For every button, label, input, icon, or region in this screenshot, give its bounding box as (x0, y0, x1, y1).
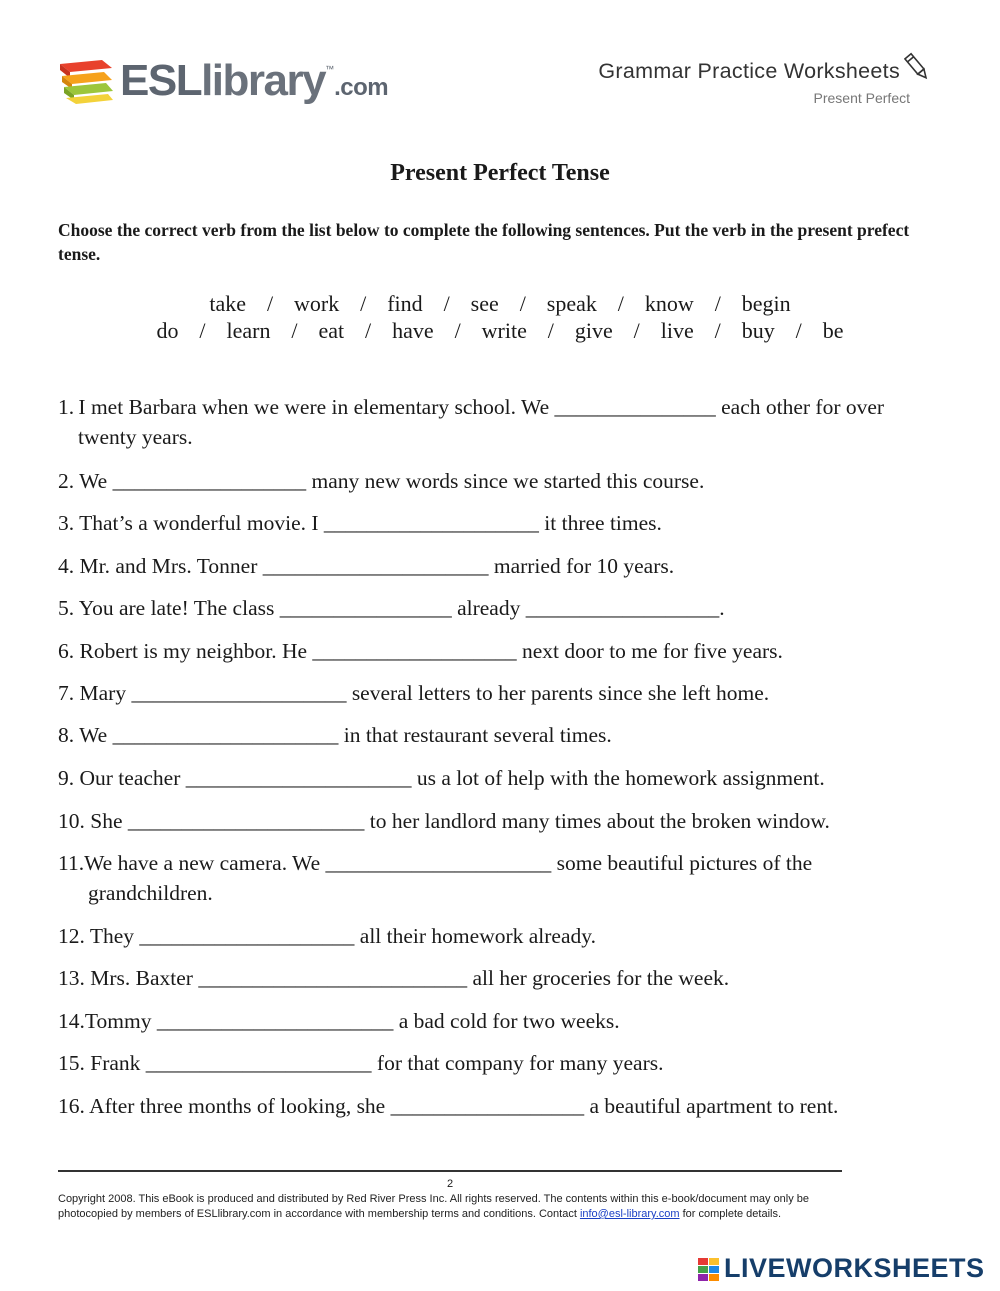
exercise-item (58, 848, 812, 908)
word-bank-separator: / (547, 318, 554, 343)
exercise-item (58, 508, 662, 538)
exercise-item (58, 466, 704, 496)
exercise-text: 2. We __________________ many new words since we started this course. (58, 469, 705, 493)
word-bank-word: give (574, 318, 613, 343)
exercise-text: 15. Frank _____________________ for that company for many years. (58, 1051, 664, 1075)
copyright-line-2-end: for complete details. (679, 1208, 782, 1220)
instructions: Choose the correct verb from the list below to complete the following sentences. Put the verb in the present prefect tense. (58, 220, 910, 264)
word-bank-separator: / (199, 318, 206, 343)
page-title: Present Perfect Tense (390, 160, 610, 186)
word-bank-separator: / (519, 291, 526, 316)
logo-tm: ™ (325, 64, 335, 74)
copyright-line-2 (58, 1207, 858, 1222)
word-bank-word: have (392, 318, 434, 343)
word-bank-word: learn (226, 318, 271, 343)
word-bank-row-1 (0, 290, 1000, 317)
logo-wordmark (120, 56, 388, 106)
esl-library-logo[interactable] (58, 54, 389, 116)
page-number: 2 (446, 1178, 454, 1190)
word-bank-separator: / (443, 291, 450, 316)
word-bank-separator: / (454, 318, 461, 343)
logo-library: library (201, 56, 326, 105)
liveworksheets-text: LIVEWORKSHEETS (724, 1253, 985, 1283)
pencil-icon (904, 52, 930, 82)
word-bank-separator: / (795, 318, 802, 343)
exercise-item (58, 921, 596, 951)
exercise-text-continued: grandchildren. (88, 881, 213, 905)
liveworksheets-blocks-icon (698, 1258, 720, 1282)
exercise-text: 11.We have a new camera. We _____________________ some beautiful pictures of the (58, 851, 813, 875)
liveworksheets-block (709, 1258, 719, 1265)
copyright-line-2-start: photocopied by members of ESLlibrary.com in accordance with membership terms and conditions. Contact (58, 1208, 580, 1220)
word-bank-word: speak (546, 291, 597, 316)
page-header (0, 0, 1000, 130)
exercise-item (58, 720, 612, 750)
exercise-text: 12. They ____________________ all their homework already. (58, 924, 596, 948)
exercise-text: 7. Mary ____________________ several letters to her parents since she left home. (58, 681, 770, 705)
word-bank-separator: / (617, 291, 624, 316)
page-footer (58, 1170, 842, 1222)
word-bank (0, 290, 1000, 344)
exercise-text: 3. That’s a wonderful movie. I ____________________ it three times. (58, 511, 662, 535)
word-bank-row-2 (0, 317, 1000, 344)
series-title (598, 52, 930, 84)
liveworksheets-block (709, 1266, 719, 1273)
word-bank-separator: / (633, 318, 640, 343)
exercise-item (58, 763, 825, 793)
exercise-text: 5. You are late! The class ________________ already __________________. (58, 596, 725, 620)
liveworksheets-block (709, 1274, 719, 1281)
word-bank-word: buy (741, 318, 775, 343)
exercise-text-continued: twenty years. (78, 425, 193, 449)
liveworksheets-block (698, 1274, 708, 1281)
word-bank-separator: / (714, 318, 721, 343)
series-title-text: Grammar Practice Worksheets (598, 59, 900, 83)
exercise-item (58, 806, 830, 836)
exercise-text: 10. She ______________________ to her landlord many times about the broken window. (58, 809, 830, 833)
exercise-item (58, 551, 674, 581)
exercise-item (58, 678, 769, 708)
copyright-line-1: Copyright 2008. This eBook is produced and distributed by Red River Press Inc. All rights reserved. The contents within this e-book/document may only be (58, 1193, 810, 1205)
word-bank-separator: / (365, 318, 372, 343)
exercise-text: 8. We _____________________ in that restaurant several times. (58, 723, 612, 747)
exercise-item (58, 963, 729, 993)
word-bank-separator: / (291, 318, 298, 343)
exercise-item (58, 636, 783, 666)
contact-email-link[interactable]: info@esl-library.com (579, 1208, 680, 1220)
exercise-text: 16. After three months of looking, she __________________ a beautiful apartment to rent. (58, 1094, 839, 1118)
series-heading (598, 52, 930, 106)
word-bank-word: know (644, 291, 694, 316)
logo-com: .com (334, 74, 389, 101)
word-bank-word: see (470, 291, 499, 316)
exercise-text: 14.Tommy ______________________ a bad cold for two weeks. (58, 1009, 620, 1033)
word-bank-word: live (660, 318, 694, 343)
word-bank-word: find (387, 291, 423, 316)
logo-esl: ESL (120, 56, 202, 105)
word-bank-separator: / (714, 291, 721, 316)
exercise-text: 13. Mrs. Baxter _________________________ all her groceries for the week. (58, 966, 730, 990)
footer-divider (58, 1170, 842, 1172)
exercise-text: 1. I met Barbara when we were in elementary school. We _______________ each other for over (58, 395, 885, 419)
exercise-text: 6. Robert is my neighbor. He ___________________ next door to me for five years. (58, 639, 783, 663)
exercise-text: 9. Our teacher _____________________ us a lot of help with the homework assignment. (58, 766, 825, 790)
word-bank-word: begin (741, 291, 791, 316)
word-bank-word: be (822, 318, 844, 343)
exercise-text: 4. Mr. and Mrs. Tonner _____________________ married for 10 years. (58, 554, 675, 578)
liveworksheets-block (698, 1266, 708, 1273)
copyright-notice (58, 1192, 858, 1222)
word-bank-separator: / (360, 291, 367, 316)
word-bank-separator: / (266, 291, 274, 316)
topic-label: Present Perfect (813, 90, 910, 106)
exercise-item (58, 593, 725, 623)
exercise-item (58, 1006, 620, 1036)
word-bank-word: work (294, 291, 340, 316)
word-bank-word: take (209, 291, 246, 316)
word-bank-word: write (481, 318, 527, 343)
liveworksheets-block (698, 1258, 708, 1265)
exercise-item (58, 1091, 838, 1121)
exercise-item (58, 1048, 663, 1078)
word-bank-word: do (156, 318, 179, 343)
word-bank-word: eat (318, 318, 345, 343)
books-stack-icon (58, 56, 114, 108)
exercise-item (58, 392, 884, 452)
